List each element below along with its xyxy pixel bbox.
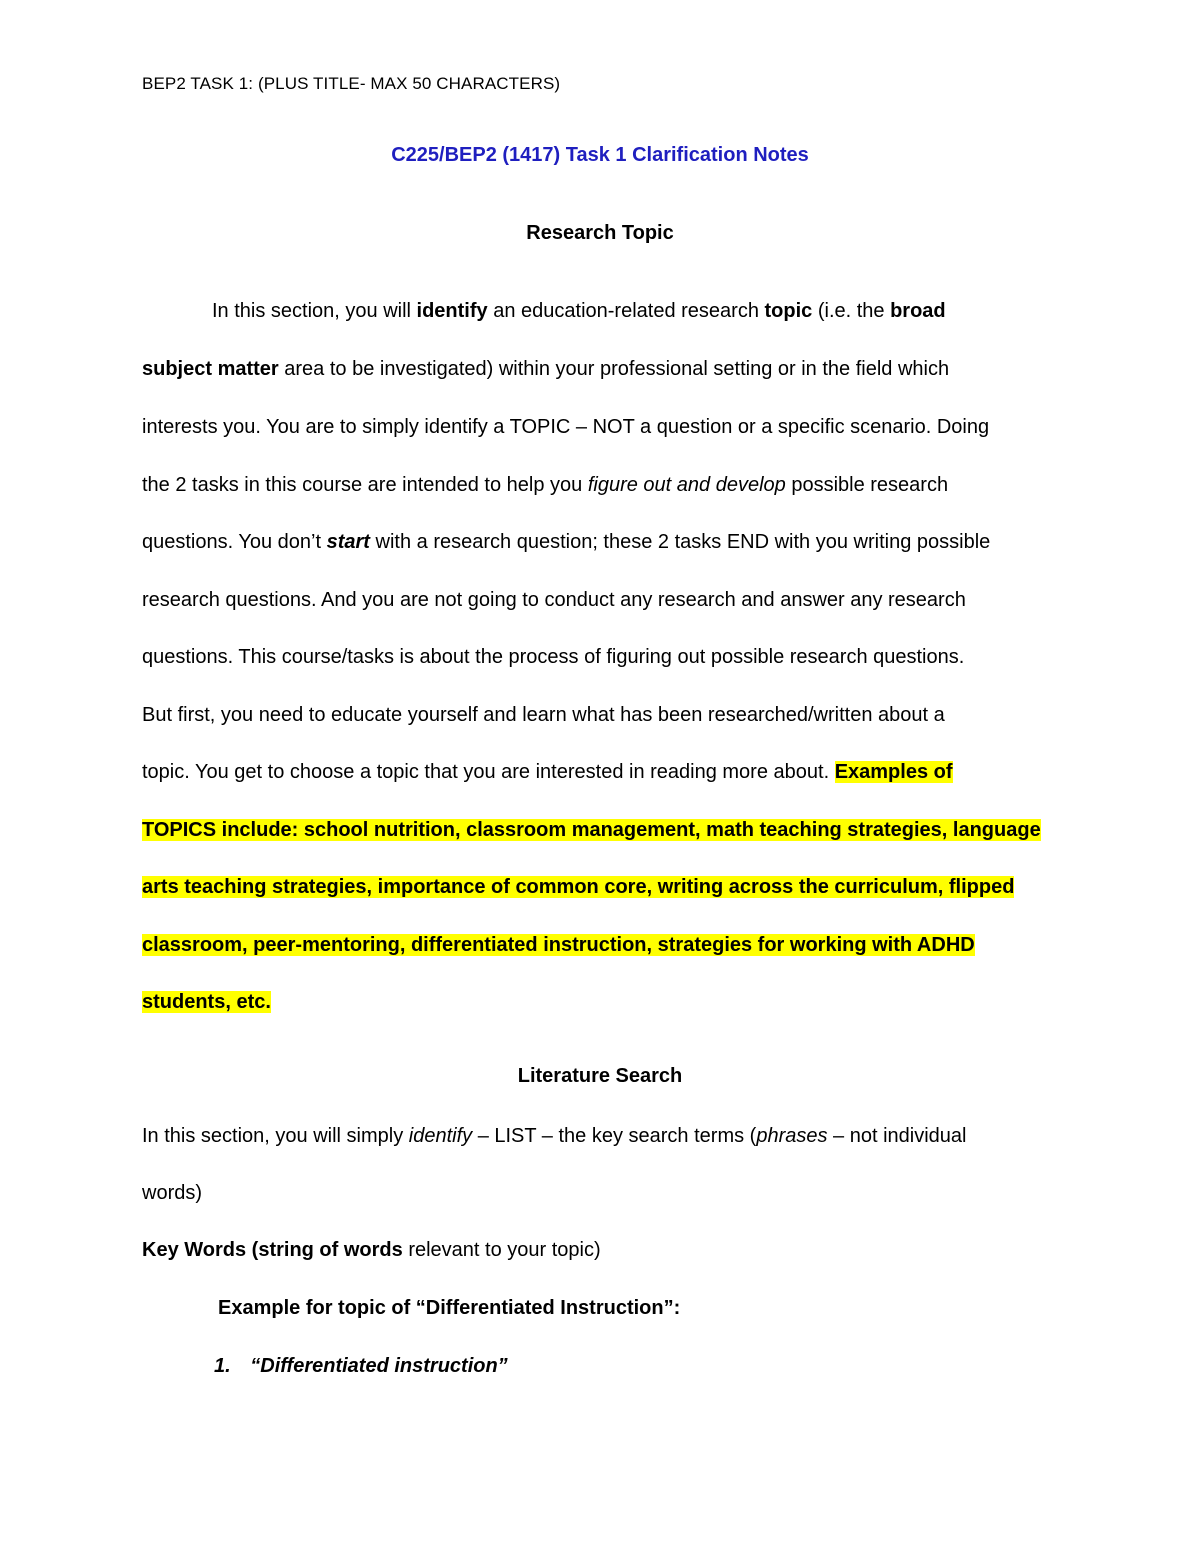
- italic-run: phrases: [756, 1125, 828, 1147]
- italic-run: identify: [408, 1125, 473, 1147]
- highlighted-run: students, etc.: [142, 991, 271, 1013]
- running-head: BEP2 TASK 1: (PLUS TITLE- MAX 50 CHARACTERS): [142, 74, 561, 93]
- text-run: topic. You get to choose a topic that you are interested in reading more about.: [142, 761, 835, 783]
- text-run: (i.e. the: [812, 300, 891, 322]
- paragraph-line: [142, 644, 964, 670]
- text-run: possible research: [785, 474, 949, 496]
- paragraph-line: [142, 1123, 966, 1149]
- paragraph-line: [142, 989, 271, 1015]
- text-run: area to be investigated) within your professional setting or in the field which: [278, 358, 950, 380]
- list-item: [214, 1353, 508, 1379]
- italic-run: figure out and develop: [587, 474, 786, 496]
- bold-run: subject matter: [142, 358, 279, 380]
- example-label: [218, 1295, 680, 1321]
- paragraph-line: [142, 587, 966, 613]
- text-run: In this section, you will simply: [142, 1125, 409, 1147]
- text-run: – not individual: [827, 1125, 967, 1147]
- key-words-line: [142, 1237, 601, 1263]
- highlighted-run: classroom, peer-mentoring, differentiated instruction, strategies for working with ADHD: [142, 934, 975, 956]
- literature-search-heading: Literature Search: [517, 1065, 683, 1087]
- paragraph-line: [142, 356, 949, 382]
- text-run: – LIST – the key search terms (: [472, 1125, 757, 1147]
- paragraph-line: [142, 932, 975, 958]
- text-run: words): [142, 1182, 203, 1204]
- text-run: research questions. And you are not going to conduct any research and answer any research: [142, 589, 966, 611]
- text-run: questions. This course/tasks is about the process of figuring out possible research questions.: [142, 646, 965, 668]
- paragraph-line: [142, 414, 989, 440]
- paragraph-line: [142, 759, 953, 785]
- paragraph-line: [142, 874, 1014, 900]
- paragraph-line: [212, 298, 946, 324]
- bold-run: broad: [890, 300, 946, 322]
- highlighted-run: Examples of: [834, 761, 953, 783]
- bold-run: Example for topic of “Differentiated Instruction”:: [218, 1297, 681, 1319]
- text-run: interests you. You are to simply identify a TOPIC – NOT a question or a specific scenario. Doing: [142, 416, 990, 438]
- paragraph-line: [142, 702, 945, 728]
- list-item-text: “Differentiated instruction”: [250, 1355, 508, 1377]
- text-run: relevant to your topic): [402, 1239, 601, 1261]
- paragraph-line: [142, 472, 948, 498]
- text-run: questions. You don’t: [142, 531, 327, 553]
- bold-run: identify: [416, 300, 488, 322]
- document-title: C225/BEP2 (1417) Task 1 Clarification Notes: [391, 144, 809, 166]
- text-run: But first, you need to educate yourself and learn what has been researched/written about a: [142, 704, 945, 726]
- text-run: an education-related research: [487, 300, 765, 322]
- bold-run: topic: [764, 300, 813, 322]
- text-run: with a research question; these 2 tasks END with you writing possible: [369, 531, 991, 553]
- paragraph-line: [142, 1180, 202, 1206]
- highlighted-run: arts teaching strategies, importance of common core, writing across the curriculum, flipped: [142, 876, 1015, 898]
- highlighted-run: TOPICS include: school nutrition, classroom management, math teaching strategies, language: [142, 819, 1041, 841]
- list-number: 1.: [214, 1355, 231, 1377]
- text-run: In this section, you will: [212, 300, 417, 322]
- text-run: the 2 tasks in this course are intended to help you: [142, 474, 588, 496]
- bold-run: Key Words (string of words: [142, 1239, 403, 1261]
- paragraph-line: [142, 529, 990, 555]
- paragraph-line: [142, 817, 1041, 843]
- research-topic-heading: Research Topic: [526, 222, 674, 244]
- bold-italic-run: start: [326, 531, 370, 553]
